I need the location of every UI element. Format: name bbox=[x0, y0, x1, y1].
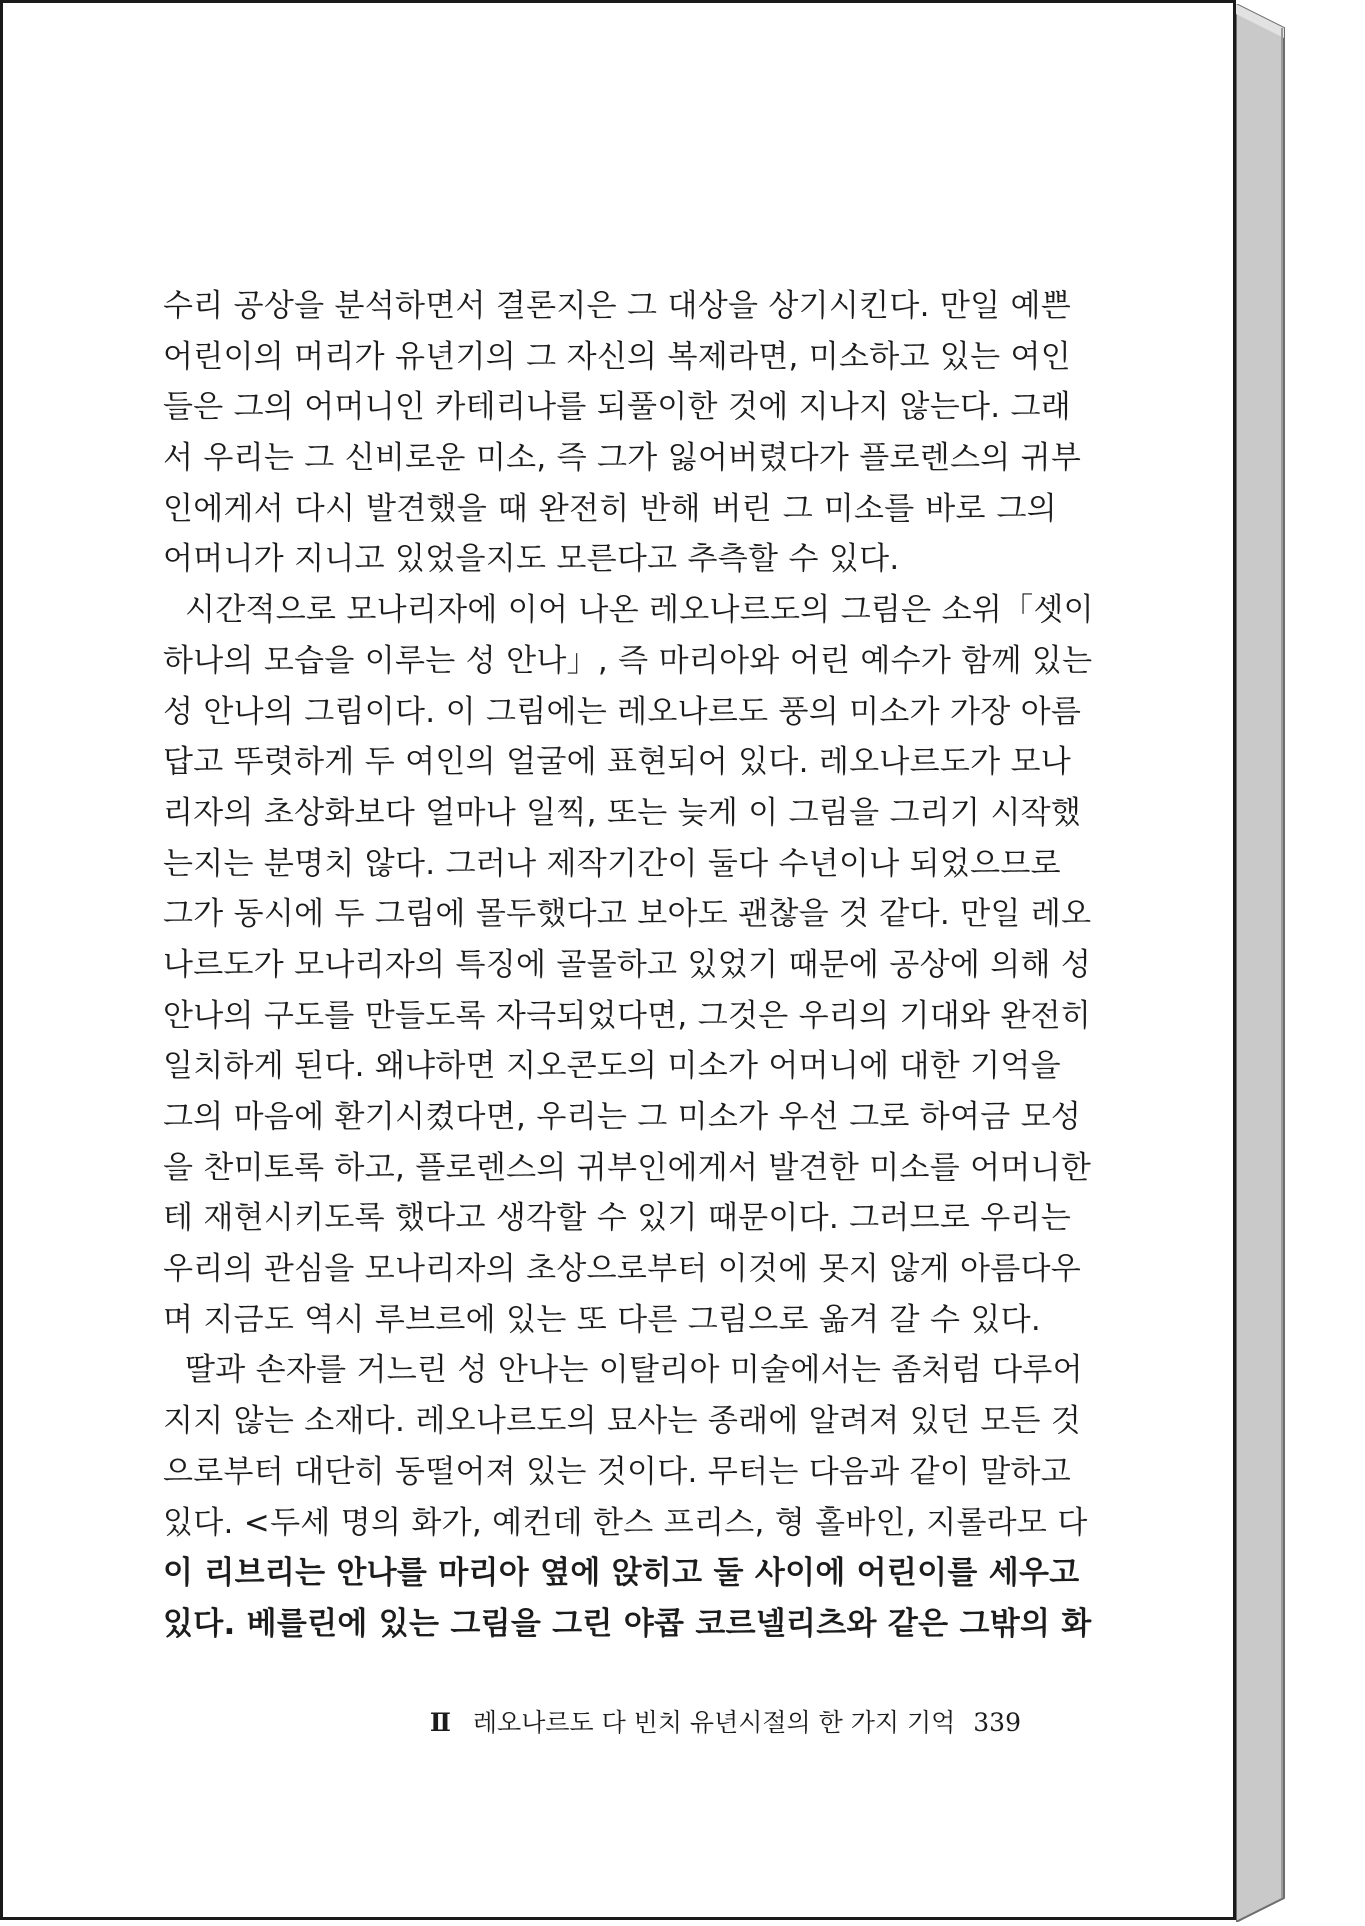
text-line: 들은 그의 어머니인 카테리나를 되풀이한 것에 지나지 않는다. 그래 bbox=[163, 389, 1072, 426]
text-line: 지지 않는 소재다. 레오나르도의 묘사는 종래에 알려져 있던 모든 것 bbox=[163, 1403, 1082, 1440]
paragraph bbox=[163, 585, 1094, 1345]
text-line: 그의 마음에 환기시켰다면, 우리는 그 미소가 우선 그로 하여금 모성 bbox=[163, 1099, 1082, 1135]
paragraph bbox=[163, 1345, 1092, 1649]
text-line: 는지는 분명치 않다. 그러나 제작기간이 둘다 수년이나 되었으므로 bbox=[163, 845, 1061, 882]
body-text bbox=[163, 281, 1094, 1650]
text-line: 있다. 베를린에 있는 그림을 그린 야콥 코르넬리츠와 같은 그밖의 화 bbox=[163, 1605, 1092, 1642]
text-line: 일치하게 된다. 왜냐하면 지오콘도의 미소가 어머니에 대한 기억을 bbox=[163, 1048, 1061, 1085]
text-line: 테 재현시키도록 했다고 생각할 수 있기 때문이다. 그러므로 우리는 bbox=[163, 1200, 1072, 1237]
text-line: 리자의 초상화보다 얼마나 일찍, 또는 늦게 이 그림을 그리기 시작했 bbox=[163, 794, 1082, 831]
book-page-edge bbox=[1236, 4, 1286, 1922]
text-line: 이 리브리는 안나를 마리아 옆에 앉히고 둘 사이에 어린이를 세우고 bbox=[163, 1555, 1080, 1592]
text-line: 답고 뚜렷하게 두 여인의 얼굴에 표현되어 있다. 레오나르도가 모나 bbox=[163, 744, 1072, 781]
text-line: 어머니가 지니고 있었을지도 모른다고 추측할 수 있다. bbox=[163, 541, 900, 578]
running-title: 레오나르도 다 빈치 유년시절의 한 가지 기억 bbox=[472, 1708, 956, 1737]
text-line: 시간적으로 모나리자에 이어 나온 레오나르도의 그림은 소위「셋이 bbox=[185, 592, 1094, 629]
text-line: 딸과 손자를 거느린 성 안나는 이탈리아 미술에서는 좀처럼 다루어 bbox=[185, 1352, 1083, 1389]
text-line: 어린이의 머리가 유년기의 그 자신의 복제라면, 미소하고 있는 여인 bbox=[163, 338, 1072, 375]
text-line: 나르도가 모나리자의 특징에 골몰하고 있었기 때문에 공상에 의해 성 bbox=[163, 946, 1092, 983]
text-line: 서 우리는 그 신비로운 미소, 즉 그가 잃어버렸다가 플로렌스의 귀부 bbox=[163, 440, 1082, 477]
text-line: 수리 공상을 분석하면서 결론지은 그 대상을 상기시킨다. 만일 예쁜 bbox=[163, 288, 1072, 324]
text-line: 으로부터 대단히 동떨어져 있는 것이다. 무터는 다음과 같이 말하고 bbox=[163, 1453, 1072, 1490]
text-line: 을 찬미토록 하고, 플로렌스의 귀부인에게서 발견한 미소를 어머니한 bbox=[163, 1149, 1092, 1186]
running-footer bbox=[3, 1703, 1021, 1743]
text-line: 있다. <두세 명의 화가, 예컨데 한스 프리스, 형 홀바인, 지롤라모 다 bbox=[163, 1504, 1088, 1541]
text-line: 하나의 모습을 이루는 성 안나」, 즉 마리아와 어린 예수가 함께 있는 bbox=[163, 642, 1093, 679]
text-line: 안나의 구도를 만들도록 자극되었다면, 그것은 우리의 기대와 완전히 bbox=[163, 997, 1092, 1034]
text-line: 우리의 관심을 모나리자의 초상으로부터 이것에 못지 않게 아름다우 bbox=[163, 1251, 1081, 1288]
text-line: 그가 동시에 두 그림에 몰두했다고 보아도 괜찮을 것 같다. 만일 레오 bbox=[163, 896, 1092, 933]
text-line: 며 지금도 역시 루브르에 있는 또 다른 그림으로 옮겨 갈 수 있다. bbox=[163, 1301, 1041, 1338]
paragraph bbox=[163, 281, 1082, 585]
text-line: 성 안나의 그림이다. 이 그림에는 레오나르도 풍의 미소가 가장 아름 bbox=[163, 693, 1082, 730]
page-number: 339 bbox=[973, 1708, 1021, 1737]
text-line: 인에게서 다시 발견했을 때 완전히 반해 버린 그 미소를 바로 그의 bbox=[163, 490, 1057, 527]
part-number: Ⅱ bbox=[429, 1708, 451, 1737]
